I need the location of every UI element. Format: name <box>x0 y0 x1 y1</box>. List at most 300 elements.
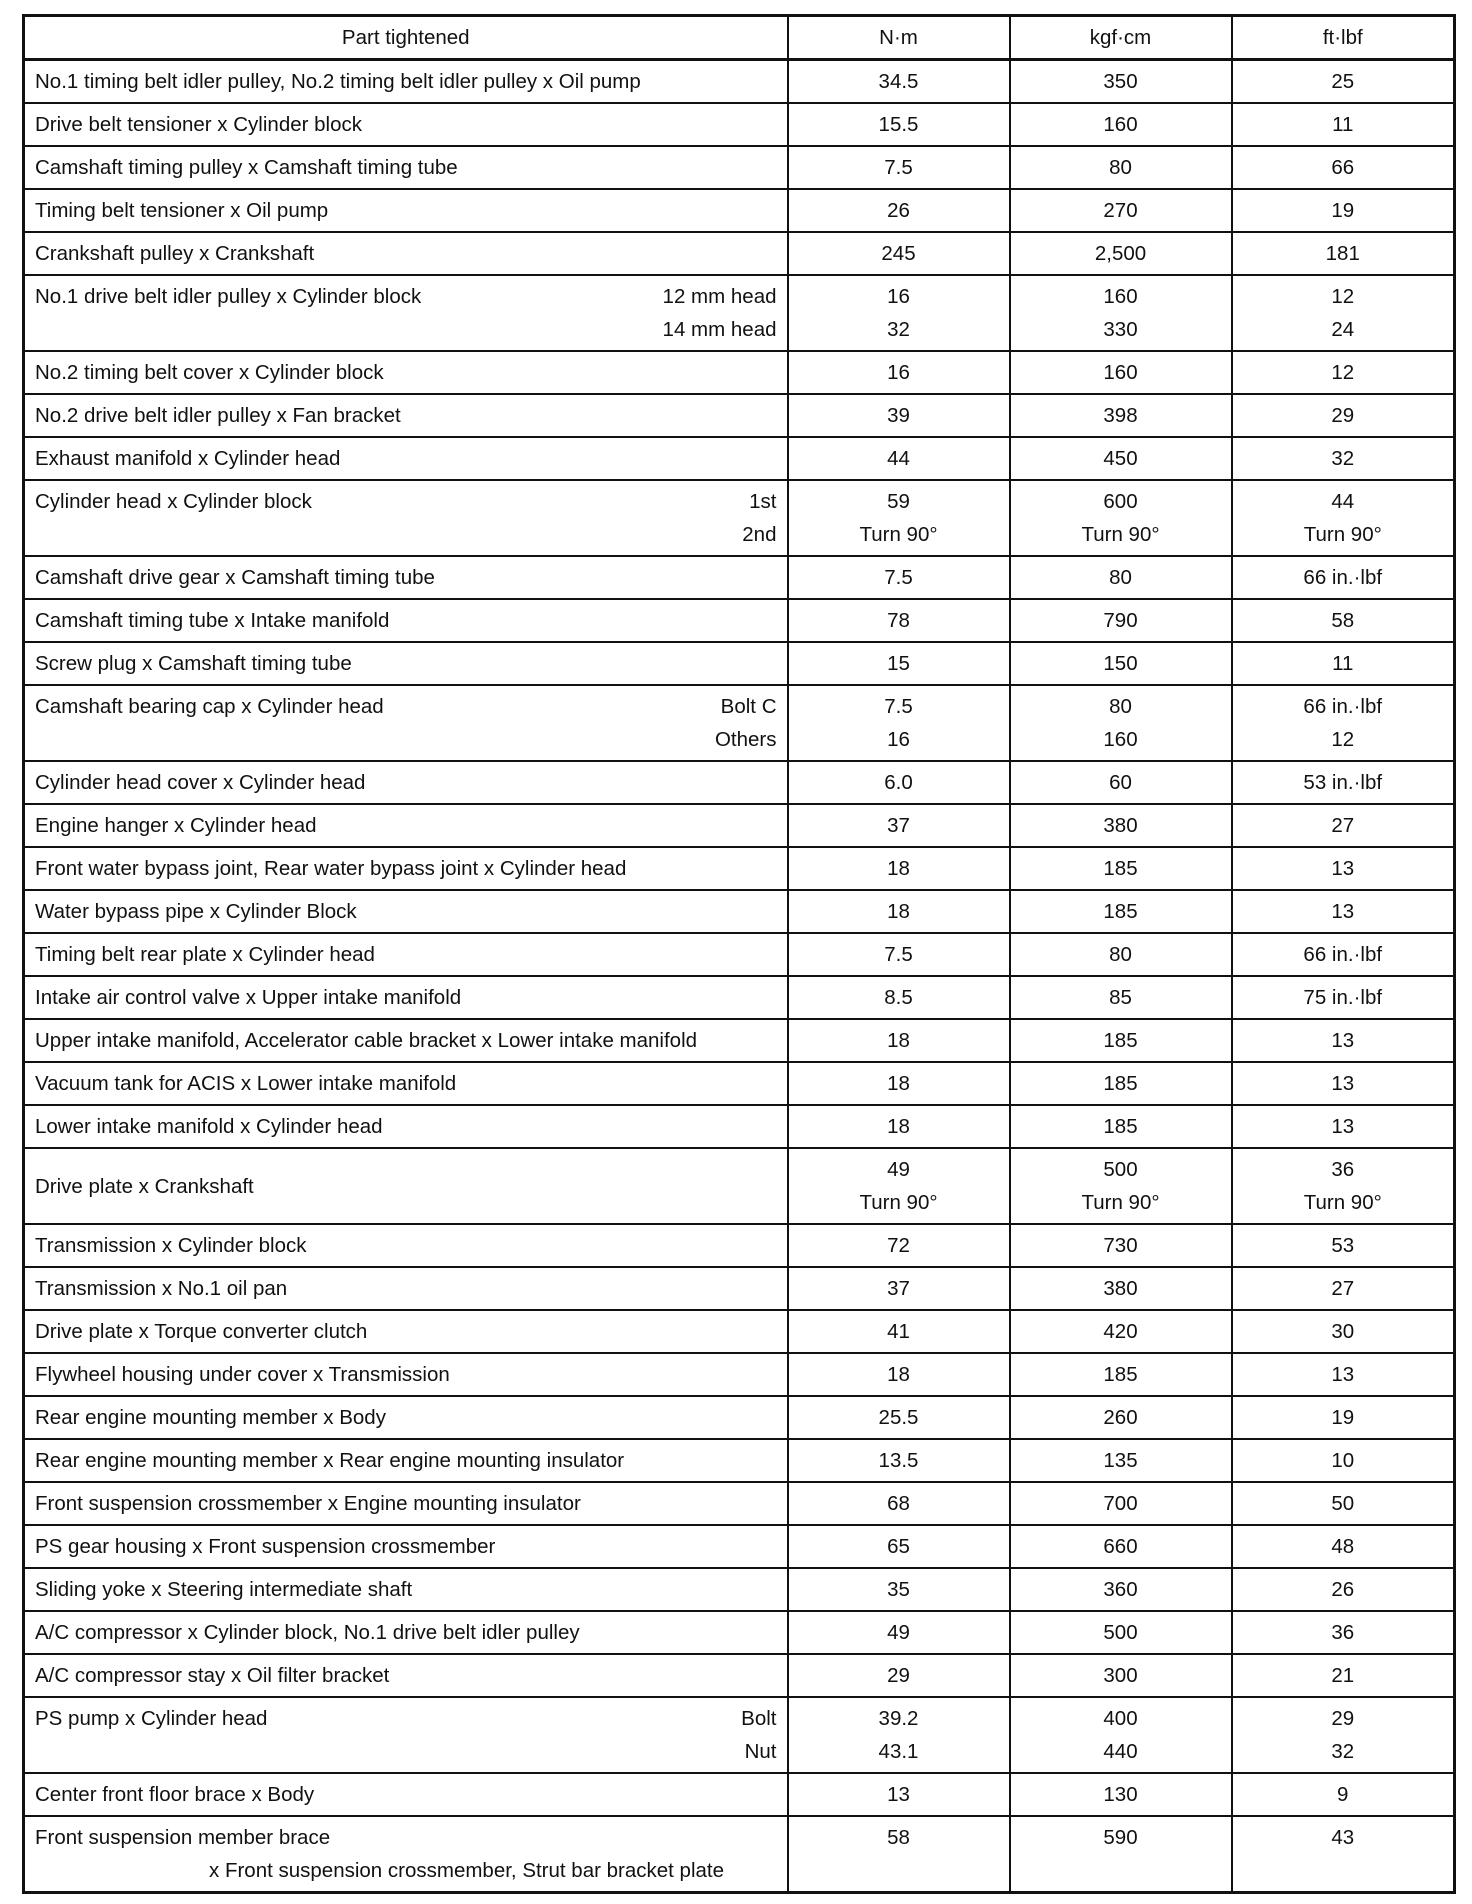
nm-value-cell <box>788 189 1010 232</box>
ftlbf-value-cell <box>1232 1525 1455 1568</box>
table-row <box>24 1310 1455 1353</box>
nm-value-cell <box>788 1062 1010 1105</box>
ftlbf-value: 13 <box>1331 1072 1355 1095</box>
table-row <box>24 1267 1455 1310</box>
table-row <box>24 232 1455 275</box>
part-name: Sliding yoke x Steering intermediate shaft <box>35 1578 413 1601</box>
part-tightened-cell <box>24 189 788 232</box>
ftlbf-value: 19 <box>1331 199 1355 222</box>
kgfcm-value-cell <box>1010 1353 1232 1396</box>
part-tightened-cell <box>24 60 788 104</box>
part-name: Front suspension member brace <box>35 1826 331 1849</box>
ftlbf-value: 36 <box>1331 1158 1355 1181</box>
part-tightened-cell <box>24 351 788 394</box>
ftlbf-value: 27 <box>1331 814 1355 837</box>
ftlbf-value-cell <box>1232 976 1455 1019</box>
nm-value-cell <box>788 1773 1010 1816</box>
ftlbf-value-cell <box>1232 437 1455 480</box>
kgfcm-value-cell <box>1010 1062 1232 1105</box>
ftlbf-value-cell <box>1232 1224 1455 1267</box>
nm-value: 78 <box>887 609 910 632</box>
kgfcm-value-cell <box>1010 275 1232 351</box>
nm-value-cell <box>788 1611 1010 1654</box>
ftlbf-value-cell <box>1232 761 1455 804</box>
table-row <box>24 761 1455 804</box>
part-name: Timing belt tensioner x Oil pump <box>35 199 329 222</box>
part-condition: Others <box>714 728 777 751</box>
kgfcm-value: 80 <box>1109 156 1132 179</box>
nm-value: 29 <box>887 1664 910 1687</box>
nm-value-cell <box>788 933 1010 976</box>
part-tightened-cell <box>24 480 788 556</box>
nm-value-cell <box>788 1310 1010 1353</box>
kgfcm-value-cell <box>1010 60 1232 104</box>
part-tightened-cell <box>24 890 788 933</box>
ftlbf-value: 75 in.·lbf <box>1303 986 1383 1009</box>
table-row <box>24 976 1455 1019</box>
table-row <box>24 1568 1455 1611</box>
kgfcm-value-cell <box>1010 1019 1232 1062</box>
table-row <box>24 1654 1455 1697</box>
part-tightened-cell <box>24 394 788 437</box>
nm-value: 39 <box>887 404 910 427</box>
kgfcm-value: 185 <box>1103 1115 1138 1138</box>
nm-value-cell <box>788 1654 1010 1697</box>
kgfcm-value-cell <box>1010 437 1232 480</box>
nm-value-cell <box>788 761 1010 804</box>
part-name: Drive belt tensioner x Cylinder block <box>35 113 362 136</box>
table-row <box>24 847 1455 890</box>
nm-value: 43.1 <box>878 1740 919 1763</box>
kgfcm-value-cell <box>1010 761 1232 804</box>
part-name: No.2 timing belt cover x Cylinder block <box>35 361 384 384</box>
nm-value: 245 <box>881 242 916 265</box>
table-row <box>24 189 1455 232</box>
part-condition: 14 mm head <box>662 318 777 341</box>
nm-value: 37 <box>887 1277 910 1300</box>
part-condition: Bolt <box>741 1707 777 1730</box>
ftlbf-value-cell <box>1232 146 1455 189</box>
table-row <box>24 1439 1455 1482</box>
ftlbf-value: 12 <box>1331 285 1355 308</box>
kgfcm-value-cell <box>1010 394 1232 437</box>
kgfcm-value: 60 <box>1109 771 1132 794</box>
table-row <box>24 642 1455 685</box>
part-tightened-cell <box>24 976 788 1019</box>
nm-value-cell <box>788 1105 1010 1148</box>
kgfcm-value: 600 <box>1103 490 1138 513</box>
nm-value: 49 <box>887 1621 910 1644</box>
part-name: Front suspension crossmember x Engine mounting insulator <box>35 1492 581 1515</box>
nm-value-cell <box>788 1697 1010 1773</box>
nm-value: 16 <box>887 285 910 308</box>
kgfcm-value: 330 <box>1103 318 1138 341</box>
ftlbf-value-cell <box>1232 890 1455 933</box>
ftlbf-value-cell <box>1232 394 1455 437</box>
ftlbf-value-cell <box>1232 189 1455 232</box>
ftlbf-value: 58 <box>1331 609 1355 632</box>
ftlbf-value-cell <box>1232 351 1455 394</box>
nm-value: 41 <box>887 1320 910 1343</box>
table-row <box>24 1224 1455 1267</box>
nm-value-cell <box>788 351 1010 394</box>
kgfcm-value-cell <box>1010 189 1232 232</box>
part-name: Exhaust manifold x Cylinder head <box>35 447 341 470</box>
part-tightened-cell <box>24 1267 788 1310</box>
ftlbf-value: 32 <box>1331 447 1355 470</box>
part-tightened-cell <box>24 1396 788 1439</box>
part-name: PS gear housing x Front suspension crossmember <box>35 1535 496 1558</box>
torque-spec-table <box>22 14 1456 1894</box>
nm-value-cell <box>788 437 1010 480</box>
ftlbf-value-cell <box>1232 847 1455 890</box>
part-tightened-cell <box>24 437 788 480</box>
kgfcm-value: 360 <box>1103 1578 1138 1601</box>
part-name: Crankshaft pulley x Crankshaft <box>35 242 315 265</box>
part-name: Cylinder head cover x Cylinder head <box>35 771 366 794</box>
ftlbf-value: Turn 90° <box>1303 523 1382 546</box>
nm-value-cell <box>788 60 1010 104</box>
ftlbf-value: 50 <box>1331 1492 1355 1515</box>
part-condition: 1st <box>749 490 777 513</box>
ftlbf-value-cell <box>1232 1148 1455 1224</box>
kgfcm-value: 260 <box>1103 1406 1138 1429</box>
kgfcm-value: 450 <box>1103 447 1138 470</box>
part-tightened-cell <box>24 761 788 804</box>
part-tightened-cell <box>24 275 788 351</box>
table-row <box>24 275 1455 351</box>
part-tightened-cell <box>24 642 788 685</box>
kgfcm-value-cell <box>1010 480 1232 556</box>
ftlbf-value: 12 <box>1331 361 1355 384</box>
kgfcm-value: 420 <box>1103 1320 1138 1343</box>
kgfcm-value-cell <box>1010 804 1232 847</box>
kgfcm-value: 398 <box>1103 404 1138 427</box>
part-condition: Bolt C <box>720 695 777 718</box>
ftlbf-value-cell <box>1232 599 1455 642</box>
ftlbf-value-cell <box>1232 933 1455 976</box>
part-condition-list <box>715 690 777 756</box>
kgfcm-value-cell <box>1010 232 1232 275</box>
table-row <box>24 1816 1455 1893</box>
nm-value: 68 <box>887 1492 910 1515</box>
part-name: Camshaft timing pulley x Camshaft timing tube <box>35 156 458 179</box>
header-row <box>24 16 1455 60</box>
ftlbf-value: 29 <box>1331 1707 1355 1730</box>
ftlbf-value: 66 in.·lbf <box>1303 943 1383 966</box>
kgfcm-value-cell <box>1010 685 1232 761</box>
kgfcm-value-cell <box>1010 847 1232 890</box>
kgfcm-value: 85 <box>1109 986 1132 1009</box>
part-tightened-cell <box>24 599 788 642</box>
table-row <box>24 103 1455 146</box>
part-name: A/C compressor stay x Oil filter bracket <box>35 1664 390 1687</box>
part-name: Camshaft timing tube x Intake manifold <box>35 609 390 632</box>
table-row <box>24 804 1455 847</box>
part-name: Screw plug x Camshaft timing tube <box>35 652 352 675</box>
kgfcm-value-cell <box>1010 556 1232 599</box>
table-row <box>24 1611 1455 1654</box>
kgfcm-value: 380 <box>1103 1277 1138 1300</box>
ftlbf-value-cell <box>1232 556 1455 599</box>
header-part-tightened: Part tightened <box>24 16 788 60</box>
kgfcm-value: 790 <box>1103 609 1138 632</box>
nm-value: 59 <box>887 490 910 513</box>
part-tightened-cell <box>24 1353 788 1396</box>
ftlbf-value: 13 <box>1331 1363 1355 1386</box>
ftlbf-value: 30 <box>1331 1320 1355 1343</box>
kgfcm-value: 300 <box>1103 1664 1138 1687</box>
kgfcm-value: 500 <box>1103 1158 1138 1181</box>
kgfcm-value: 160 <box>1103 113 1138 136</box>
nm-value: 35 <box>887 1578 910 1601</box>
kgfcm-value: 150 <box>1103 652 1138 675</box>
part-tightened-cell <box>24 232 788 275</box>
kgfcm-value: 700 <box>1103 1492 1138 1515</box>
part-name: Drive plate x Torque converter clutch <box>35 1320 368 1343</box>
table-row <box>24 890 1455 933</box>
part-tightened-cell <box>24 146 788 189</box>
part-tightened-cell <box>24 1105 788 1148</box>
nm-value-cell <box>788 1525 1010 1568</box>
ftlbf-value: Turn 90° <box>1303 1191 1382 1214</box>
part-tightened-cell <box>24 1611 788 1654</box>
part-tightened-cell <box>24 804 788 847</box>
part-tightened-cell <box>24 103 788 146</box>
kgfcm-value: 2,500 <box>1094 242 1147 265</box>
part-name: Flywheel housing under cover x Transmission <box>35 1363 450 1386</box>
nm-value: 16 <box>887 361 910 384</box>
kgfcm-value: Turn 90° <box>1081 523 1160 546</box>
kgfcm-value-cell <box>1010 1525 1232 1568</box>
part-condition-list <box>741 1702 776 1768</box>
part-name: Camshaft bearing cap x Cylinder head <box>35 695 384 718</box>
part-tightened-cell <box>24 685 788 761</box>
table-row <box>24 599 1455 642</box>
ftlbf-value: 13 <box>1331 1115 1355 1138</box>
part-name-continued: x Front suspension crossmember, Strut bar bracket plate <box>209 1859 725 1882</box>
nm-value: Turn 90° <box>859 1191 938 1214</box>
nm-value: 25.5 <box>878 1406 919 1429</box>
table-row <box>24 1396 1455 1439</box>
kgfcm-value-cell <box>1010 890 1232 933</box>
ftlbf-value-cell <box>1232 1654 1455 1697</box>
nm-value-cell <box>788 1816 1010 1893</box>
table-row <box>24 1353 1455 1396</box>
kgfcm-value: 185 <box>1103 1363 1138 1386</box>
table-body <box>24 60 1455 1893</box>
kgfcm-value: 500 <box>1103 1621 1138 1644</box>
ftlbf-value-cell <box>1232 1697 1455 1773</box>
part-name: Cylinder head x Cylinder block <box>35 490 312 513</box>
ftlbf-value: 24 <box>1331 318 1355 341</box>
kgfcm-value: 730 <box>1103 1234 1138 1257</box>
nm-value: 18 <box>887 857 910 880</box>
kgfcm-value-cell <box>1010 1697 1232 1773</box>
part-name: Upper intake manifold, Accelerator cable bracket x Lower intake manifold <box>35 1029 698 1052</box>
nm-value-cell <box>788 1482 1010 1525</box>
ftlbf-value-cell <box>1232 232 1455 275</box>
nm-value: 58 <box>887 1826 910 1849</box>
ftlbf-value: 66 in.·lbf <box>1303 695 1383 718</box>
part-name: Vacuum tank for ACIS x Lower intake manifold <box>35 1072 457 1095</box>
nm-value-cell <box>788 976 1010 1019</box>
kgfcm-value-cell <box>1010 1439 1232 1482</box>
nm-value: 8.5 <box>884 986 913 1009</box>
table-row <box>24 1148 1455 1224</box>
nm-value-cell <box>788 1396 1010 1439</box>
part-tightened-cell <box>24 1439 788 1482</box>
kgfcm-value: 185 <box>1103 1029 1138 1052</box>
ftlbf-value: 66 in.·lbf <box>1303 566 1383 589</box>
nm-value: 18 <box>887 900 910 923</box>
ftlbf-value: 26 <box>1331 1578 1355 1601</box>
nm-value: 72 <box>887 1234 910 1257</box>
table-row <box>24 480 1455 556</box>
ftlbf-value-cell <box>1232 103 1455 146</box>
ftlbf-value: 11 <box>1332 652 1354 675</box>
ftlbf-value: 29 <box>1331 404 1355 427</box>
nm-value-cell <box>788 275 1010 351</box>
nm-value-cell <box>788 685 1010 761</box>
nm-value: Turn 90° <box>859 523 938 546</box>
kgfcm-value: 185 <box>1103 857 1138 880</box>
ftlbf-value-cell <box>1232 1267 1455 1310</box>
nm-value-cell <box>788 1019 1010 1062</box>
part-tightened-cell <box>24 1482 788 1525</box>
nm-value: 15.5 <box>878 113 919 136</box>
part-condition: 2nd <box>742 523 777 546</box>
ftlbf-value: 66 <box>1331 156 1355 179</box>
nm-value-cell <box>788 146 1010 189</box>
ftlbf-value-cell <box>1232 1105 1455 1148</box>
ftlbf-value: 13 <box>1331 857 1355 880</box>
kgfcm-value: 130 <box>1103 1783 1138 1806</box>
nm-value-cell <box>788 599 1010 642</box>
ftlbf-value: 11 <box>1332 113 1354 136</box>
kgfcm-value: 380 <box>1103 814 1138 837</box>
part-name: A/C compressor x Cylinder block, No.1 drive belt idler pulley <box>35 1621 580 1644</box>
ftlbf-value: 32 <box>1331 1740 1355 1763</box>
nm-value: 16 <box>887 728 910 751</box>
nm-value: 13.5 <box>878 1449 919 1472</box>
part-name: Drive plate x Crankshaft <box>35 1174 254 1198</box>
nm-value: 49 <box>887 1158 910 1181</box>
nm-value: 39.2 <box>878 1707 919 1730</box>
table-row <box>24 394 1455 437</box>
table-row <box>24 1697 1455 1773</box>
nm-value-cell <box>788 1353 1010 1396</box>
ftlbf-value-cell <box>1232 1439 1455 1482</box>
ftlbf-value-cell <box>1232 1773 1455 1816</box>
nm-value-cell <box>788 1224 1010 1267</box>
kgfcm-value-cell <box>1010 976 1232 1019</box>
ftlbf-value-cell <box>1232 804 1455 847</box>
nm-value: 7.5 <box>884 695 913 718</box>
part-tightened-cell <box>24 1773 788 1816</box>
kgfcm-value: 270 <box>1103 199 1138 222</box>
nm-value-cell <box>788 890 1010 933</box>
header-kgfcm: kgf·cm <box>1010 16 1232 60</box>
ftlbf-value: 13 <box>1331 1029 1355 1052</box>
ftlbf-value-cell <box>1232 275 1455 351</box>
kgfcm-value: 185 <box>1103 900 1138 923</box>
part-name: Transmission x No.1 oil pan <box>35 1277 288 1300</box>
kgfcm-value: 400 <box>1103 1707 1138 1730</box>
ftlbf-value-cell <box>1232 685 1455 761</box>
table-row <box>24 437 1455 480</box>
nm-value-cell <box>788 1148 1010 1224</box>
nm-value: 37 <box>887 814 910 837</box>
nm-value: 18 <box>887 1115 910 1138</box>
kgfcm-value-cell <box>1010 103 1232 146</box>
kgfcm-value-cell <box>1010 1816 1232 1893</box>
nm-value: 7.5 <box>884 566 913 589</box>
part-tightened-cell <box>24 1654 788 1697</box>
part-tightened-cell <box>24 1697 788 1773</box>
ftlbf-value: 36 <box>1331 1621 1355 1644</box>
part-tightened-cell <box>24 556 788 599</box>
part-condition-list <box>663 280 777 346</box>
ftlbf-value: 27 <box>1331 1277 1355 1300</box>
table-row <box>24 1482 1455 1525</box>
kgfcm-value-cell <box>1010 1224 1232 1267</box>
nm-value: 7.5 <box>884 943 913 966</box>
nm-value-cell <box>788 232 1010 275</box>
nm-value: 44 <box>887 447 910 470</box>
nm-value: 34.5 <box>878 70 919 93</box>
kgfcm-value: 590 <box>1103 1826 1138 1849</box>
part-tightened-cell <box>24 847 788 890</box>
kgfcm-value: 80 <box>1109 943 1132 966</box>
kgfcm-value-cell <box>1010 1611 1232 1654</box>
part-name: Water bypass pipe x Cylinder Block <box>35 900 357 923</box>
part-name: Engine hanger x Cylinder head <box>35 814 317 837</box>
nm-value-cell <box>788 847 1010 890</box>
ftlbf-value-cell <box>1232 1310 1455 1353</box>
nm-value: 6.0 <box>884 771 913 794</box>
part-name: No.1 timing belt idler pulley, No.2 timing belt idler pulley x Oil pump <box>35 70 641 93</box>
ftlbf-value: 25 <box>1331 70 1355 93</box>
table-row <box>24 1105 1455 1148</box>
part-tightened-cell <box>24 1816 788 1893</box>
table-row <box>24 1019 1455 1062</box>
ftlbf-value-cell <box>1232 642 1455 685</box>
part-name: Camshaft drive gear x Camshaft timing tube <box>35 566 435 589</box>
part-name: Center front floor brace x Body <box>35 1783 315 1806</box>
table-row <box>24 351 1455 394</box>
nm-value-cell <box>788 642 1010 685</box>
nm-value: 18 <box>887 1363 910 1386</box>
part-tightened-cell <box>24 1525 788 1568</box>
part-condition: Nut <box>744 1740 777 1763</box>
ftlbf-value: 10 <box>1331 1449 1355 1472</box>
kgfcm-value: 440 <box>1103 1740 1138 1763</box>
kgfcm-value: 135 <box>1103 1449 1138 1472</box>
kgfcm-value-cell <box>1010 1310 1232 1353</box>
ftlbf-value: 181 <box>1325 242 1360 265</box>
part-name: Lower intake manifold x Cylinder head <box>35 1115 383 1138</box>
kgfcm-value: 660 <box>1103 1535 1138 1558</box>
kgfcm-value: 80 <box>1109 566 1132 589</box>
kgfcm-value-cell <box>1010 599 1232 642</box>
kgfcm-value-cell <box>1010 1105 1232 1148</box>
part-tightened-cell <box>24 1224 788 1267</box>
ftlbf-value-cell <box>1232 1019 1455 1062</box>
part-condition: 12 mm head <box>662 285 777 308</box>
kgfcm-value: 160 <box>1103 361 1138 384</box>
kgfcm-value-cell <box>1010 351 1232 394</box>
